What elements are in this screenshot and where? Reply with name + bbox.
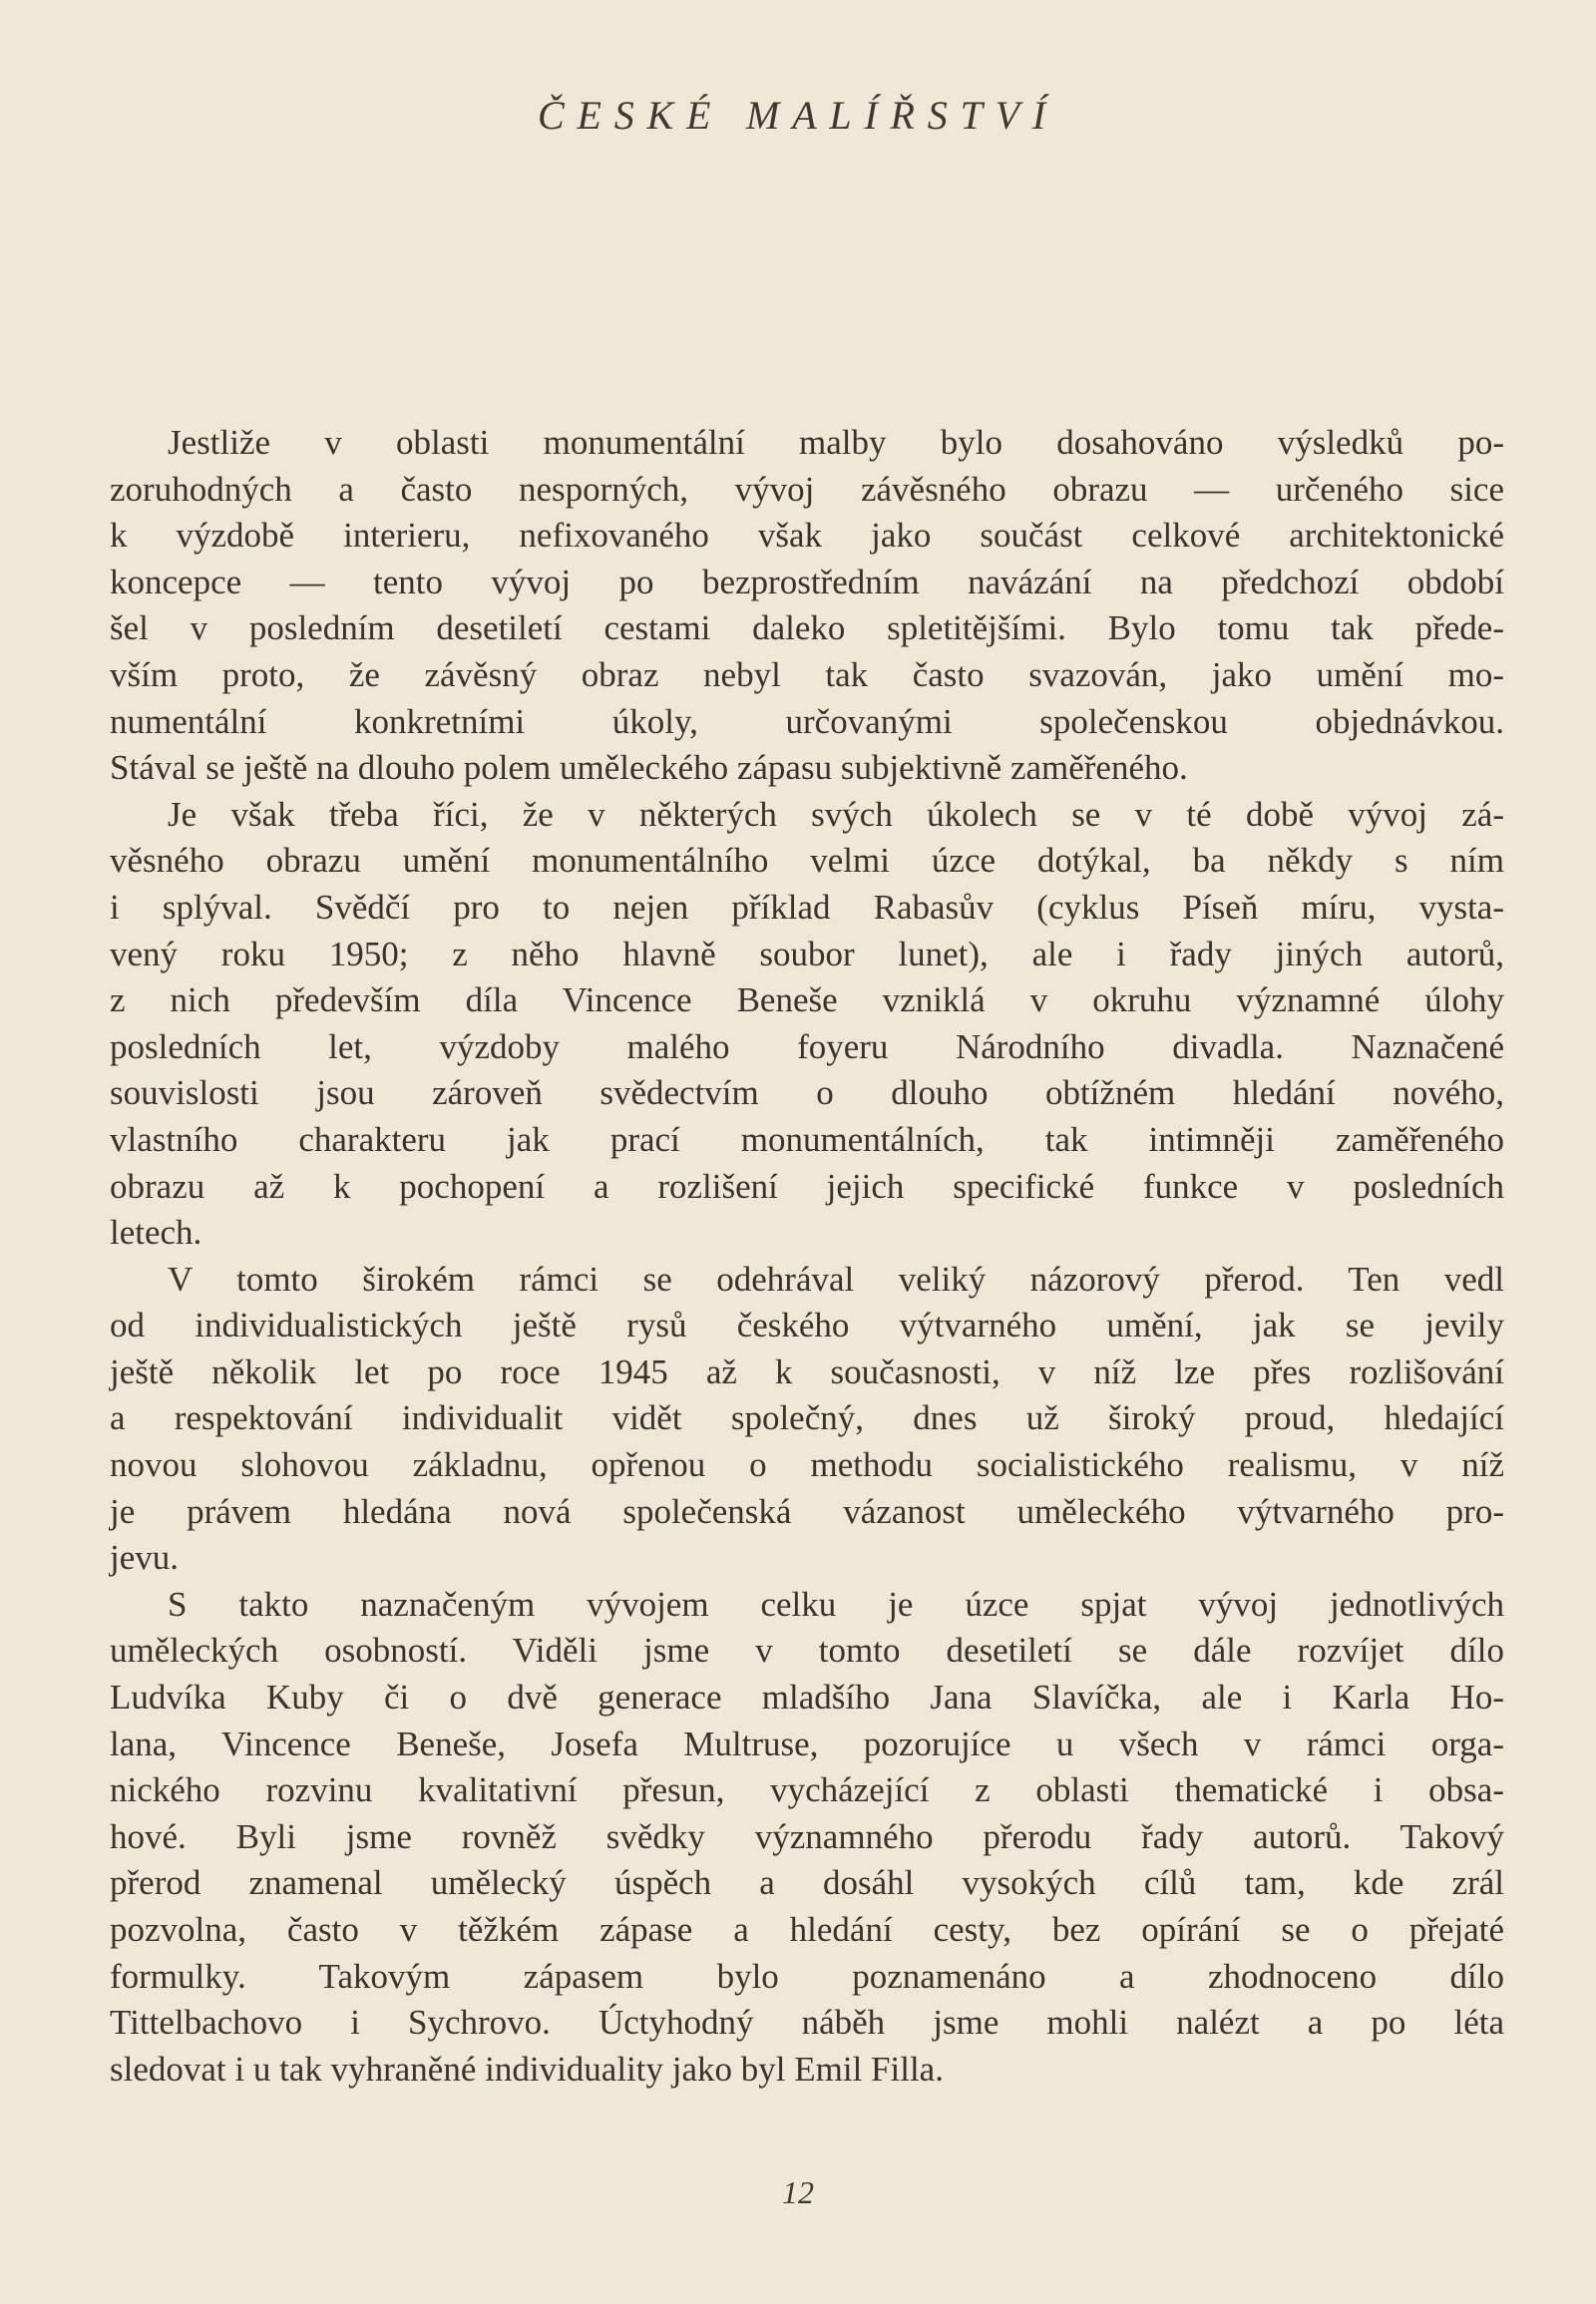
text-line: formulky. Takovým zápasem bylo poznamenáno a zhodnoceno dílo [110, 1956, 1504, 1996]
text-line: Tittelbachovo i Sychrovo. Úctyhodný náběh jsme mohli nalézt a po léta [110, 2003, 1504, 2043]
text-line: hové. Byli jsme rovněž svědky významného přerodu řady autorů. Takový [110, 1816, 1504, 1856]
body-text [110, 420, 1504, 2093]
text-line: souvislosti jsou zároveň svědectvím o dlouho obtížném hledání nového, [110, 1073, 1504, 1113]
paragraph [110, 1257, 1504, 1582]
paragraph [110, 1582, 1504, 2094]
text-line: V tomto širokém rámci se odehrával veliký názorový přerod. Ten vedl [168, 1259, 1504, 1299]
text-line: posledních let, výzdoby malého foyeru Národního divadla. Naznačené [110, 1026, 1504, 1066]
text-line: přerod znamenal umělecký úspěch a dosáhl vysokých cílů tam, kde zrál [110, 1863, 1504, 1903]
text-line: letech. [110, 1213, 202, 1253]
text-line: lana, Vincence Beneše, Josefa Multruse, pozorujíce u všech v rámci orga- [110, 1724, 1504, 1763]
text-line: šel v posledním desetiletí cestami daleko spletitějšími. Bylo tomu tak přede- [110, 608, 1504, 648]
text-line: pozvolna, často v těžkém zápase a hledání cesty, bez opírání se o přejaté [110, 1910, 1504, 1949]
paragraph [110, 420, 1504, 792]
text-line: Jestliže v oblasti monumentální malby bylo dosahováno výsledků po- [168, 423, 1504, 462]
text-line: Stával se ještě na dlouho polem uměleckého zápasu subjektivně zaměřeného. [110, 748, 1188, 788]
text-line: Je však třeba říci, že v některých svých úkolech se v té době vývoj zá- [168, 794, 1504, 834]
text-line: novou slohovou základnu, opřenou o methodu socialistického realismu, v níž [110, 1445, 1504, 1485]
text-line: věsného obrazu umění monumentálního velmi úzce dotýkal, ba někdy s ním [110, 841, 1504, 881]
text-line: obrazu až k pochopení a rozlišení jejich specifické funkce v posledních [110, 1166, 1504, 1206]
text-line: od individualistických ještě rysů českého výtvarného umění, jak se jevily [110, 1306, 1504, 1345]
text-line: vším proto, že závěsný obraz nebyl tak často svazován, jako umění mo- [110, 654, 1504, 694]
text-line: je právem hledána nová společenská vázanost uměleckého výtvarného pro- [110, 1491, 1504, 1531]
running-title: ČESKÉ MALÍŘSTVÍ [538, 93, 1058, 138]
text-line: vlastního charakteru jak prací monumentálních, tak intimněji zaměřeného [110, 1119, 1504, 1159]
text-line: z nich především díla Vincence Beneše vzniklá v okruhu významné úlohy [110, 980, 1504, 1020]
text-line: uměleckých osobností. Viděli jsme v tomto desetiletí se dále rozvíjet dílo [110, 1631, 1504, 1671]
text-line: k výzdobě interieru, nefixovaného však jako součást celkové architektonické [110, 516, 1504, 556]
text-line: nického rozvinu kvalitativní přesun, vycházející z oblasti thematické i obsa- [110, 1770, 1504, 1810]
text-line: zoruhodných a často nesporných, vývoj závěsného obrazu — určeného sice [110, 469, 1504, 509]
text-line: koncepce — tento vývoj po bezprostředním navázání na předchozí období [110, 562, 1504, 601]
text-line: a respektování individualit vidět společný, dnes už široký proud, hledající [110, 1398, 1504, 1438]
text-line: i splýval. Svědčí pro to nejen příklad Rabasův (cyklus Píseň míru, vysta- [110, 887, 1504, 927]
paragraph [110, 792, 1504, 1257]
text-line: ještě několik let po roce 1945 až k současnosti, v níž lze přes rozlišování [110, 1351, 1504, 1391]
text-line: vený roku 1950; z něho hlavně soubor lunet), ale i řady jiných autorů, [110, 934, 1504, 973]
text-line: numentální konkretními úkoly, určovanými společenskou objednávkou. [110, 701, 1504, 741]
text-line: Ludvíka Kuby či o dvě generace mladšího Jana Slavíčka, ale i Karla Ho- [110, 1678, 1504, 1718]
text-line: sledovat i u tak vyhraněné individuality jako byl Emil Filla. [110, 2049, 944, 2089]
page-number: 12 [782, 2174, 814, 2210]
text-line: S takto naznačeným vývojem celku je úzce spjat vývoj jednotlivých [168, 1584, 1504, 1624]
text-line: jevu. [110, 1538, 180, 1578]
